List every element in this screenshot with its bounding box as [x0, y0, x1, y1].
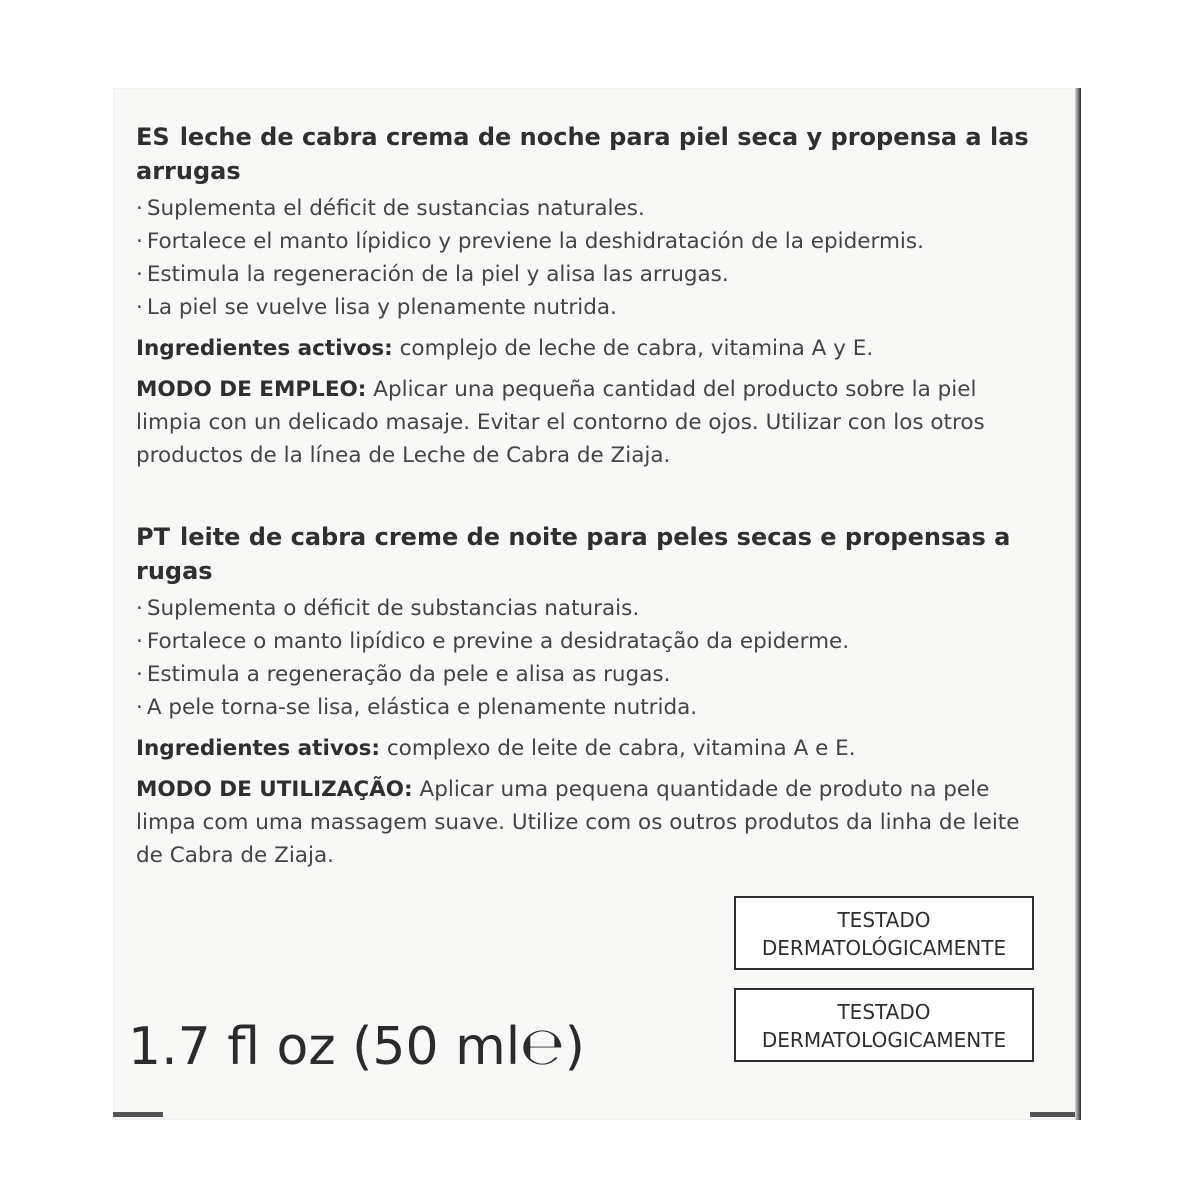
list-item: · La piel se vuelve lisa y plenamente nutrida.	[136, 291, 1036, 324]
list-item: · Estimula a regeneração da pele e alisa as rugas.	[136, 658, 1036, 691]
badge-line2: DERMATOLÓGICAMENTE	[761, 936, 1007, 960]
lang-code-es: ES	[136, 123, 170, 151]
list-item: · Estimula la regeneración de la piel y alisa las arrugas.	[136, 258, 1036, 291]
ingredients-label-pt: Ingredientes ativos:	[136, 736, 381, 761]
section-pt	[136, 520, 1036, 872]
section-es	[136, 120, 1036, 472]
badge-line1: TESTADO	[837, 1000, 931, 1024]
usage-label-pt: MODO DE UTILIZAÇÃO:	[136, 777, 413, 802]
box-edge-mark-left	[113, 1112, 163, 1117]
heading-es	[136, 120, 1036, 188]
box-edge-shadow	[1075, 88, 1081, 1120]
ingredients-pt	[136, 732, 1036, 765]
list-item: · Fortalece o manto lipídico e previne a desidratação da epiderme.	[136, 625, 1036, 658]
list-item: · Suplementa el déficit de sustancias naturales.	[136, 192, 1036, 225]
ingredients-label-es: Ingredientes activos:	[136, 336, 393, 361]
lang-code-pt: PT	[136, 523, 170, 551]
benefits-list-pt	[136, 592, 1036, 724]
dermatologically-tested-badge-es	[734, 896, 1034, 970]
usage-es	[136, 373, 1036, 472]
benefits-list-es	[136, 192, 1036, 324]
list-item: · Suplementa o déficit de substancias naturais.	[136, 592, 1036, 625]
dermatologically-tested-badge-pt	[734, 988, 1034, 1062]
badge-line1: TESTADO	[837, 908, 931, 932]
list-item: · A pele torna-se lisa, elástica e plenamente nutrida.	[136, 691, 1036, 724]
volume-close: )	[564, 1017, 585, 1077]
ingredients-text-pt: complexo de leite de cabra, vitamina A e E.	[386, 736, 856, 761]
net-volume	[128, 1012, 585, 1082]
title-es: leche de cabra crema de noche para piel seca y propensa a las arrugas	[136, 123, 1029, 185]
usage-pt	[136, 773, 1036, 872]
usage-text-es: Aplicar una pequeña cantidad del producto sobre la piel limpia con un delicado masaje. Evitar el contorno de ojos. Utilizar con los otros productos de la línea de Leche de Cabra de Ziaja.	[136, 377, 985, 468]
title-pt: leite de cabra creme de noite para peles secas e propensas a rugas	[136, 523, 1011, 585]
usage-text-pt: Aplicar uma pequena quantidade de produto na pele limpa com uma massagem suave. Utilize com os outros produtos da linha de leite de Cabra de Ziaja.	[136, 777, 1020, 868]
ingredients-text-es: complejo de leche de cabra, vitamina A y E.	[399, 336, 874, 361]
heading-pt	[136, 520, 1036, 588]
list-item: · Fortalece el manto lípidico y previene la deshidratación de la epidermis.	[136, 225, 1036, 258]
volume-text: 1.7 fl oz (50 ml	[128, 1017, 521, 1077]
usage-label-es: MODO DE EMPLEO:	[136, 377, 367, 402]
ingredients-es	[136, 332, 1036, 365]
badge-line2: DERMATOLOGICAMENTE	[761, 1028, 1007, 1052]
box-edge-mark-right	[1030, 1112, 1075, 1117]
estimated-sign-icon: ℮	[520, 1017, 565, 1077]
